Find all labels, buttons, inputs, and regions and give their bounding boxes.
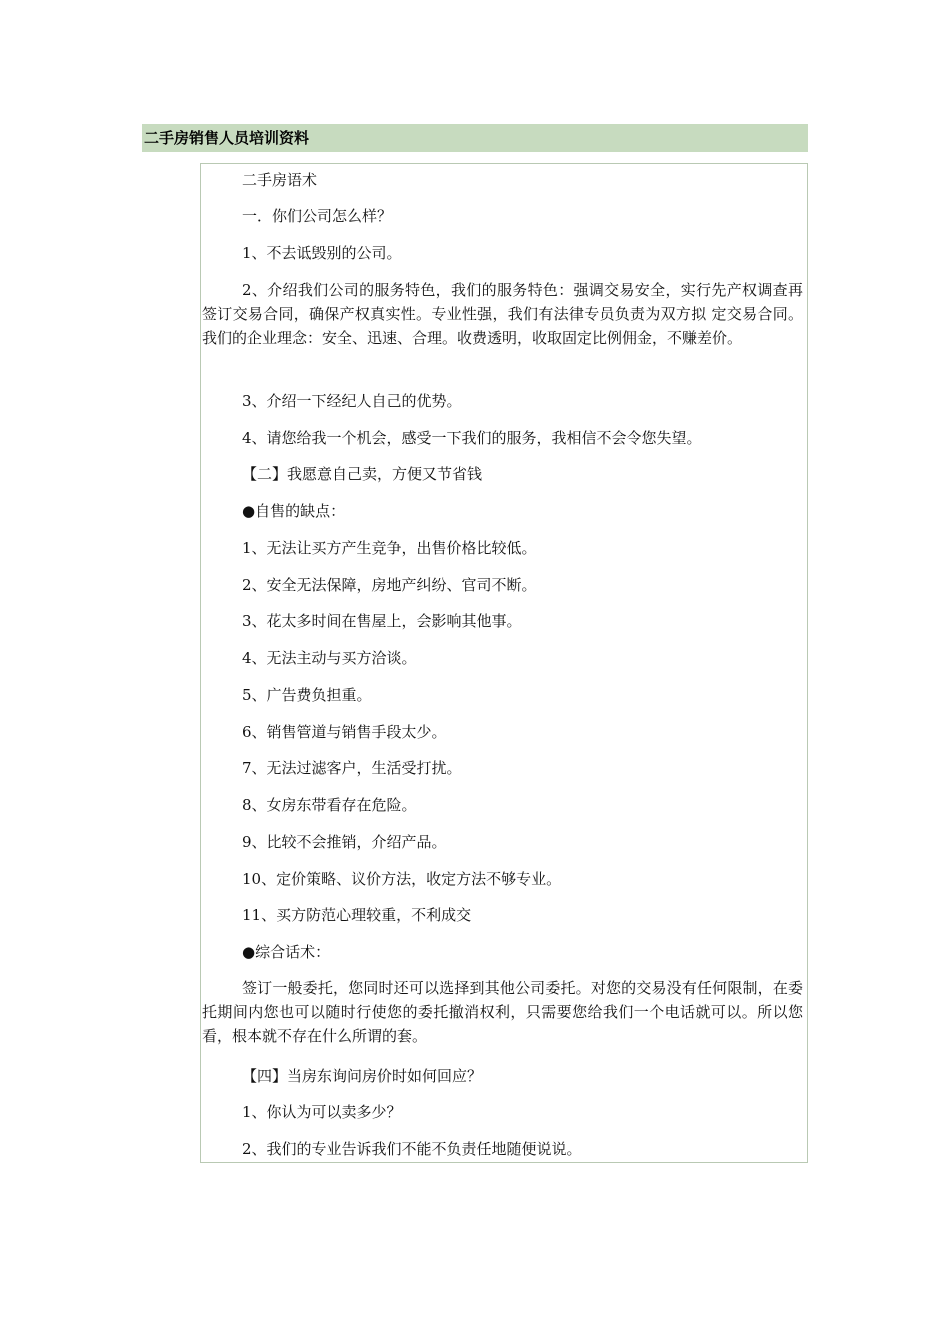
paragraph: 1、不去诋毁别的公司。: [242, 244, 402, 262]
list-item: 2、我们的专业告诉我们不能不负责任地随便说说。: [242, 1140, 582, 1158]
paragraph: 签订一般委托，您同时还可以选择到其他公司委托。对您的交易没有任何限制，在委托期间内您也可以随时行使您的委托撤消权利，只需要您给我们一个电话就可以。所以您看，根本就不存在什么所谓的套。: [202, 979, 803, 1045]
list-item: 6、销售管道与销售手段太少。: [242, 723, 447, 741]
list-item: 2、安全无法保障，房地产纠纷、官司不断。: [242, 576, 537, 594]
paragraph: 4、请您给我一个机会，感受一下我们的服务，我相信不会令您失望。: [242, 429, 702, 447]
question-heading: 【四】当房东询问房价时如何回应？: [242, 1067, 483, 1085]
list-item: 1、无法让买方产生竞争，出售价格比较低。: [242, 539, 537, 557]
content-box: [200, 163, 808, 1163]
question-heading: 【二】我愿意自己卖，方便又节省钱: [242, 465, 483, 483]
bullet-heading: ●综合话术：: [242, 943, 331, 961]
question-heading: 一．你们公司怎么样？: [242, 207, 393, 225]
list-item: 9、比较不会推销，介绍产品。: [242, 833, 447, 851]
list-item: 10、定价策略、议价方法，收定方法不够专业。: [242, 870, 562, 888]
section-heading: 二手房语术: [242, 171, 318, 189]
list-item: 8、女房东带看存在危险。: [242, 796, 417, 814]
list-item: 1、你认为可以卖多少？: [242, 1103, 402, 1121]
list-item: 5、广告费负担重。: [242, 686, 372, 704]
paragraph: 3、介绍一下经纪人自己的优势。: [242, 392, 462, 410]
list-item: 7、无法过滤客户，生活受打扰。: [242, 759, 462, 777]
paragraph: 2、介绍我们公司的服务特色，我们的服务特色：强调交易安全，实行先产权调查再签订交易合同，确保产权真实性。专业性强，我们有法律专员负责为双方拟 定交易合同。我们的企业理念：安全、迅速、合理。收费透明，收取固定比例佣金，不赚差价。: [202, 281, 803, 347]
list-item: 3、花太多时间在售屋上，会影响其他事。: [242, 612, 522, 630]
list-item: 11、买方防范心理较重，不利成交: [242, 906, 472, 924]
list-item: 4、无法主动与买方洽谈。: [242, 649, 417, 667]
bullet-heading: ●自售的缺点：: [242, 502, 346, 520]
document-title: 二手房销售人员培训资料: [142, 124, 808, 152]
